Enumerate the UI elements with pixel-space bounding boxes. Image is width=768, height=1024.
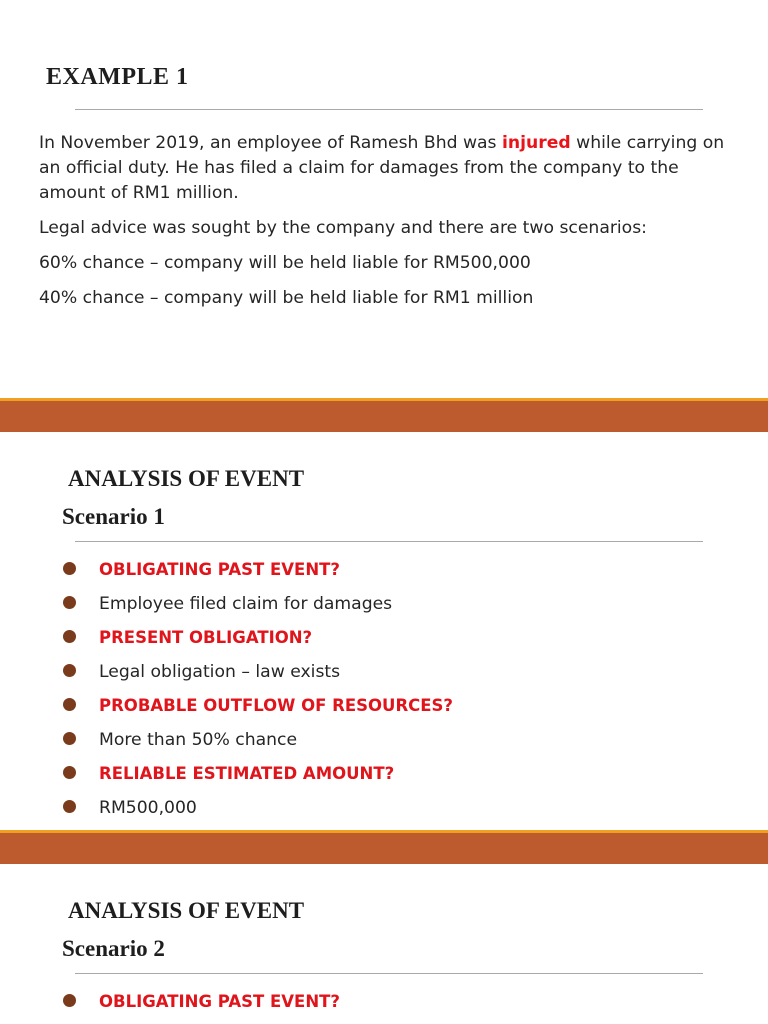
slide-separator <box>0 830 768 864</box>
list-item <box>62 658 453 692</box>
bullet-dot-icon <box>63 630 76 643</box>
list-item <box>62 794 453 828</box>
bullet-list <box>62 556 453 828</box>
list-item-text: PRESENT OBLIGATION? <box>99 628 313 647</box>
paragraph-scenario-60: 60% chance – company will be held liable for RM500,000 <box>39 253 531 273</box>
bullet-dot-icon <box>63 698 76 711</box>
list-item-text: OBLIGATING PAST EVENT? <box>99 992 340 1011</box>
slide-subtitle: Scenario 1 <box>62 504 165 529</box>
paragraph-scenario-40: 40% chance – company will be held liable for RM1 million <box>39 288 534 308</box>
list-item <box>62 590 453 624</box>
title-divider <box>75 541 703 542</box>
bullet-dot-icon <box>63 596 76 609</box>
list-item-text: RELIABLE ESTIMATED AMOUNT? <box>99 764 395 783</box>
paragraph-text: while carrying on an official duty. He has filed a claim for damages from the company to the amount of RM1 million. <box>39 133 725 203</box>
bullet-dot-icon <box>63 994 76 1007</box>
list-item <box>62 726 453 760</box>
bullet-dot-icon <box>63 664 76 677</box>
list-item-text: PROBABLE OUTFLOW OF RESOURCES? <box>99 696 453 715</box>
bullet-dot-icon <box>63 800 76 813</box>
paragraph-text: In November 2019, an employee of Ramesh Bhd was <box>39 133 502 153</box>
list-item-text: More than 50% chance <box>99 730 298 750</box>
slide-example-1 <box>0 0 768 398</box>
list-item-text: Employee filed claim for damages <box>99 594 393 614</box>
bullet-dot-icon <box>63 732 76 745</box>
slide-separator <box>0 398 768 432</box>
slide-title: ANALYSIS OF EVENT <box>68 466 305 491</box>
slide-subtitle: Scenario 2 <box>62 936 165 961</box>
highlight-injured: injured <box>501 133 571 153</box>
list-item <box>62 556 453 590</box>
slide-body <box>39 131 739 311</box>
bullet-dot-icon <box>63 766 76 779</box>
list-item-text: Legal obligation – law exists <box>99 662 341 682</box>
slide-title: EXAMPLE 1 <box>46 64 189 90</box>
list-item <box>62 988 340 1022</box>
slide-scenario-2 <box>0 864 768 1024</box>
list-item <box>62 760 453 794</box>
list-item <box>62 692 453 726</box>
bullet-dot-icon <box>63 562 76 575</box>
list-item-text: RM500,000 <box>99 798 197 818</box>
bullet-list <box>62 988 340 1022</box>
list-item <box>62 624 453 658</box>
paragraph-case-facts <box>39 131 739 206</box>
paragraph-legal-advice: Legal advice was sought by the company and there are two scenarios: <box>39 218 647 238</box>
slide-title: ANALYSIS OF EVENT <box>68 898 305 923</box>
title-divider <box>75 109 703 110</box>
slide-scenario-1 <box>0 432 768 830</box>
list-item-text: OBLIGATING PAST EVENT? <box>99 560 340 579</box>
title-divider <box>75 973 703 974</box>
